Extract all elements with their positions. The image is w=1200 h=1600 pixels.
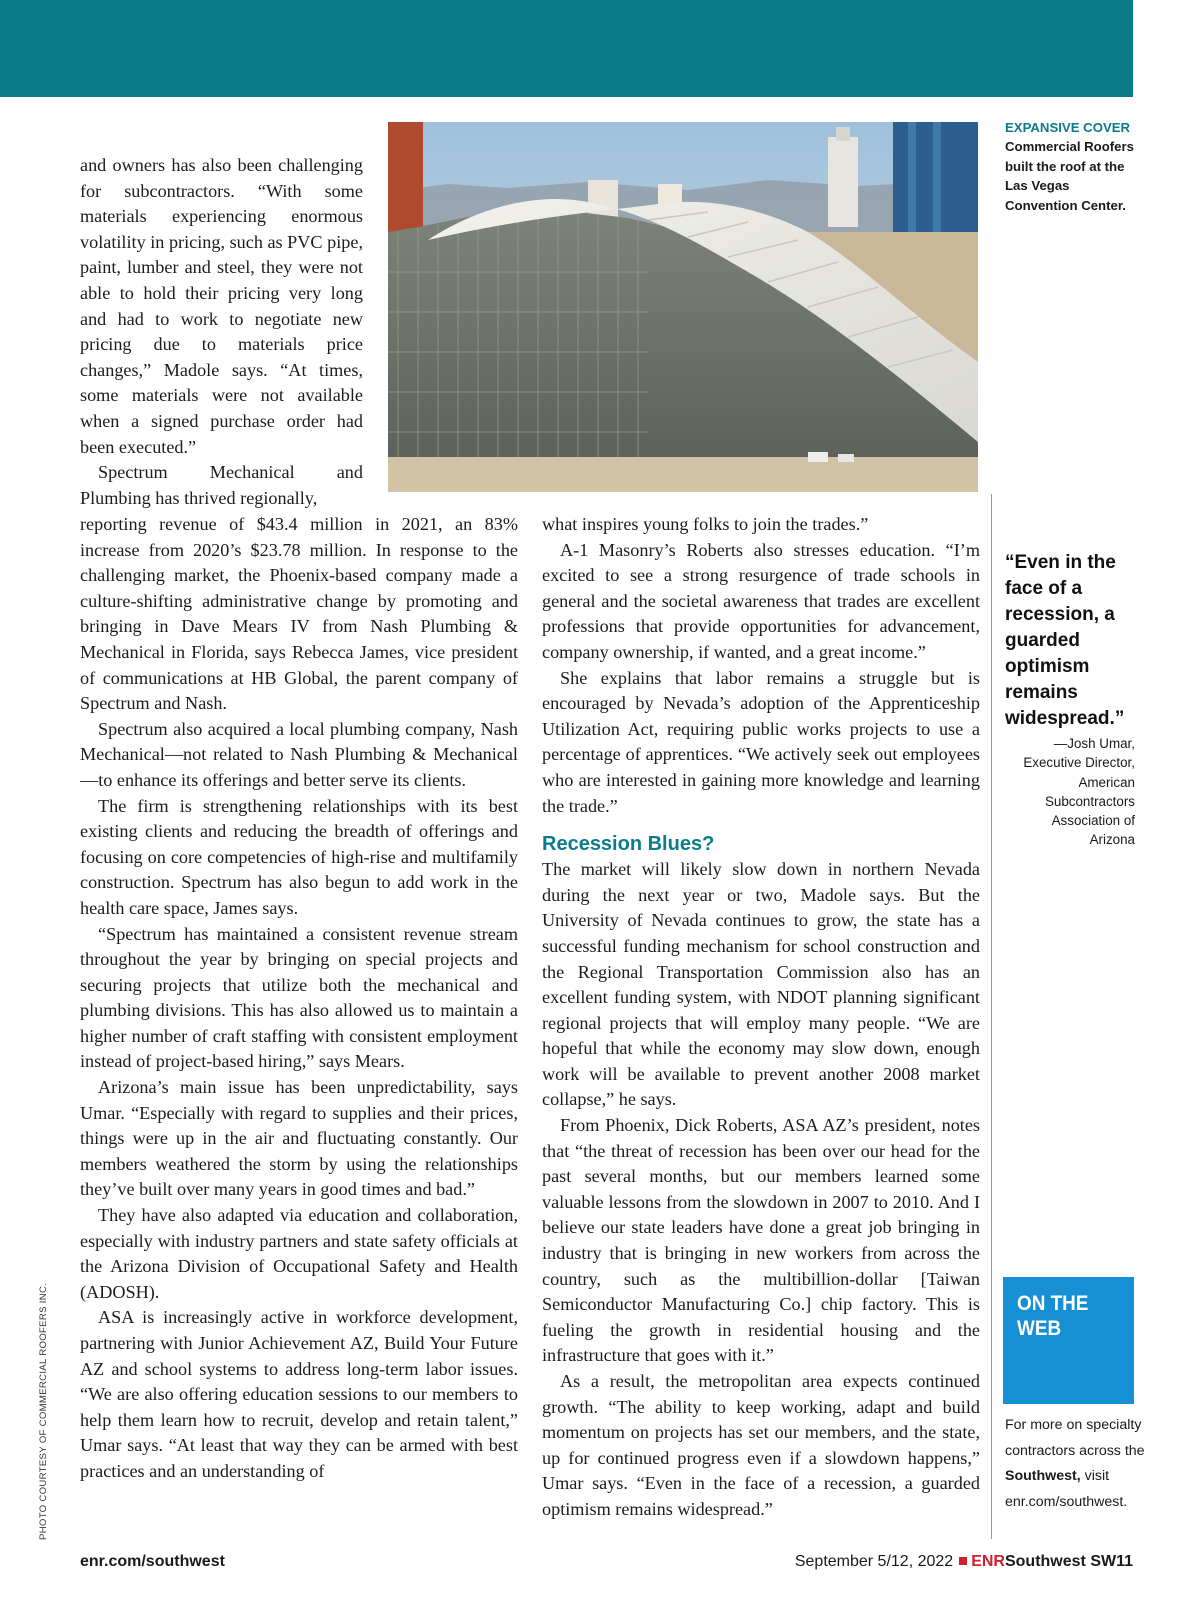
red-square-icon: [959, 1557, 967, 1565]
paragraph: From Phoenix, Dick Roberts, ASA AZ’s president, notes that “the threat of recession has been over our head for the past several months, but our members learned some valuable lessons from the slowdown in 2007 to 2010. And I believe our state leaders have done a great job bringing in industry that is bringing in new workers from across the country, such as the multibillion-dollar [Taiwan Semiconductor Manufacturing Co.] chip factory. This is fueling the growth in residential housing and the infrastructure that goes with it.”: [542, 1115, 980, 1366]
body-column-1-bottom: [80, 512, 518, 1485]
footer-brand: ENR: [971, 1553, 1005, 1570]
footer-edition: Southwest: [1004, 1553, 1086, 1570]
body-column-2: [542, 512, 980, 1523]
paragraph: ASA is increasingly active in workforce development, partnering with Junior Achievement AZ, Build Your Future AZ and school systems to address long-term labor issues. “We are also offering education sessions to our members to help them learn how to recruit, develop and retain talent,” Umar says. “At least that way they can be armed with best practices and an understanding of: [80, 1307, 518, 1481]
header-color-band: [0, 0, 1133, 97]
on-the-web-box: [1003, 1277, 1134, 1404]
paragraph: Arizona’s main issue has been unpredictability, says Umar. “Especially with regard to supplies and their prices, things were up in the air and fluctuating constantly. Our members weathered the storm by using the relationships they’ve built over many years in good times and bad.”: [80, 1077, 518, 1200]
pull-quote-attribution: —Josh Umar, Executive Director, American Subcontractors Association of Arizona: [1023, 736, 1135, 848]
paragraph: reporting revenue of $43.4 million in 2021, an 83% increase from 2020’s $23.78 million. In response to the challenging market, the Phoenix-based company made a culture-shifting administrative change by promoting and bringing in Dave Mears IV from Nash Plumbing & Mechanical in Florida, says Rebecca James, vice president of communications at HB Global, the parent company of Spectrum and Nash.: [80, 514, 518, 714]
convention-center-photo: [388, 122, 978, 492]
web-text-bold: Southwest,: [1005, 1468, 1081, 1485]
paragraph: She explains that labor remains a struggle but is encouraged by Nevada’s adoption of the Apprenticeship Utilization Act, requiring public works projects to use a percentage of apprentices. “We actively seek out employees who are interested in gaining more knowledge and learning the trade.”: [542, 667, 980, 816]
paragraph: what inspires young folks to join the trades.”: [542, 514, 869, 534]
on-the-web-text: [1005, 1413, 1145, 1515]
footer-page: SW11: [1090, 1553, 1133, 1570]
sidebar-divider: [991, 494, 992, 1539]
paragraph: A-1 Masonry’s Roberts also stresses education. “I’m excited to see a strong resurgence of trade schools in general and the societal awareness that trades are excellent professions that provide opportunities for advancement, company ownership, if wanted, and a great income.”: [542, 539, 980, 662]
paragraph: The firm is strengthening relationships with its best existing clients and reducing the breadth of offerings and focusing on core competencies of high-rise and multifamily construction. Spectrum has also begun to add work in the health care space, James says.: [80, 795, 518, 918]
pull-quote: [1005, 550, 1135, 850]
paragraph: They have also adapted via education and collaboration, especially with industry partners and state safety officials at the Arizona Division of Occupational Safety and Health (ADOSH).: [80, 1205, 518, 1302]
pull-quote-text: “Even in the face of a recession, a guarded optimism remains widespread.”: [1005, 552, 1125, 729]
body-column-1-top: [80, 153, 363, 511]
caption-text: Commercial Roofers built the roof at the Las Vegas Convention Center.: [1005, 139, 1134, 213]
paragraph: As a result, the metropolitan area expects continued growth. “The ability to keep working, adapt and build momentum on projects has set our members, and the state, up for continued progress even if a slowdown happens,” Umar says. “Even in the face of a recession, a guarded optimism remains widespread.”: [542, 1371, 980, 1519]
footer-date: September 5/12, 2022: [794, 1553, 954, 1570]
paragraph: “Spectrum has maintained a consistent revenue stream throughout the year by bringing on special projects and securing projects that utilize both the mechanical and plumbing divisions. This has also allowed us to maintain a higher number of craft staffing with consistent employment instead of project-based hiring,” says Mears.: [80, 923, 518, 1072]
paragraph: Spectrum Mechanical and Plumbing has thrived regionally,: [80, 462, 363, 508]
photo-caption: [1005, 118, 1135, 215]
web-text-suffix: visit enr.com/southwest.: [1005, 1468, 1128, 1510]
paragraph: Spectrum also acquired a local plumbing company, Nash Mechanical—not related to Nash Plumbing & Mechanical—to enhance its offerings and better serve its clients.: [80, 718, 518, 790]
footer-url: enr.com/southwest: [80, 1553, 225, 1570]
on-the-web-label: ON THE WEB: [1017, 1292, 1089, 1340]
footer-folio: [795, 1553, 1133, 1571]
paragraph: The market will likely slow down in northern Nevada during the next year or two, Madole says. But the University of Nevada continues to grow, the state has a successful funding mechanism for school construction and the Regional Transportation Commission also has an excellent funding system, with NDOT planning significant regional projects that will employ many people. “We are hopeful that while the economy may slow down, enough work will be available to prevent another 2008 market collapse,” he says.: [542, 859, 980, 1110]
photo-credit: PHOTO COURTESY OF COMMERCIAL ROOFERS INC.: [38, 1282, 49, 1540]
paragraph: and owners has also been challenging for subcontractors. “With some materials experiencing enormous volatility in pricing, such as PVC pipe, paint, lumber and steel, they were not able to hold their pricing very long and had to work to negotiate new pricing due to materials price changes,” Madole says. “At times, some materials were not available when a signed purchase order had been executed.”: [80, 155, 363, 457]
caption-kicker: EXPANSIVE COVER: [1005, 120, 1131, 135]
web-text-prefix: For more on specialty contractors across the: [1005, 1417, 1145, 1459]
section-subhead: Recession Blues?: [542, 833, 715, 856]
